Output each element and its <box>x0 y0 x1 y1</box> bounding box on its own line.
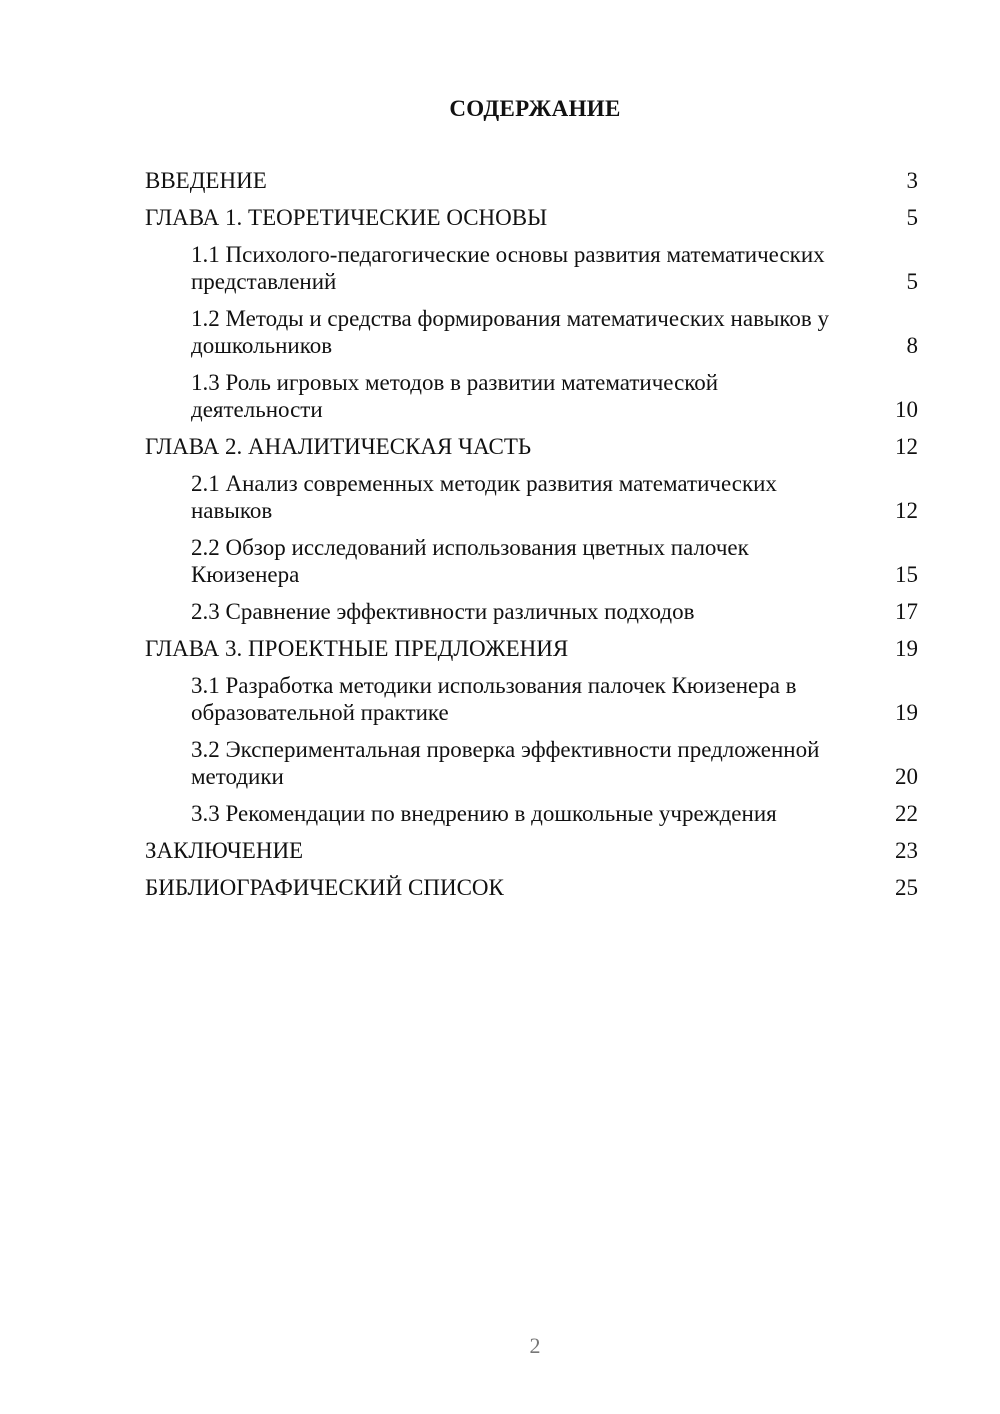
toc-heading: СОДЕРЖАНИЕ <box>449 96 621 121</box>
toc-entry-label: ВВЕДЕНИЕ <box>145 168 267 193</box>
toc-entry-label: 1.1 Психолого-педагогические основы развития математических представлений <box>191 242 825 294</box>
toc-entry-page: 5 <box>906 205 918 230</box>
toc-entry-section-2-1 <box>0 470 1000 524</box>
toc-entry-page: 15 <box>895 562 918 587</box>
toc-entry-section-3-1 <box>0 672 1000 726</box>
toc-entry-chapter-3 <box>0 635 1000 662</box>
toc-entry-page: 12 <box>895 498 918 523</box>
toc-entry-page: 20 <box>895 764 918 789</box>
toc-entry-section-1-2 <box>0 305 1000 359</box>
toc-entry-chapter-1 <box>0 204 1000 231</box>
toc-entry-page: 17 <box>895 599 918 624</box>
toc-entry-section-2-2 <box>0 534 1000 588</box>
toc-entry-conclusion <box>0 837 1000 864</box>
toc-entry-label: 2.1 Анализ современных методик развития математических навыков <box>191 471 777 523</box>
toc-entry-label: 3.1 Разработка методики использования палочек Кюизенера в образовательной практике <box>191 673 797 725</box>
toc-entry-page: 19 <box>895 700 918 725</box>
toc-entry-label: 2.3 Сравнение эффективности различных подходов <box>191 599 695 624</box>
toc-entry-page: 23 <box>895 838 918 863</box>
toc-entry-label: 3.2 Экспериментальная проверка эффективности предложенной методики <box>191 737 820 789</box>
toc-entry-label: 2.2 Обзор исследований использования цветных палочек Кюизенера <box>191 535 749 587</box>
toc-entry-section-2-3 <box>0 598 1000 625</box>
toc-entry-chapter-2 <box>0 433 1000 460</box>
toc-entry-introduction <box>0 167 1000 194</box>
toc-entry-label: ГЛАВА 1. ТЕОРЕТИЧЕСКИЕ ОСНОВЫ <box>145 205 548 230</box>
toc-entry-section-3-2 <box>0 736 1000 790</box>
toc-entry-page: 22 <box>895 801 918 826</box>
table-of-contents <box>0 167 1000 911</box>
toc-entry-label: 1.2 Методы и средства формирования математических навыков у дошкольников <box>191 306 830 358</box>
toc-entry-label: ГЛАВА 2. АНАЛИТИЧЕСКАЯ ЧАСТЬ <box>145 434 532 459</box>
toc-entry-section-1-1 <box>0 241 1000 295</box>
toc-entry-label: ГЛАВА 3. ПРОЕКТНЫЕ ПРЕДЛОЖЕНИЯ <box>145 636 569 661</box>
toc-entry-label: 3.3 Рекомендации по внедрению в дошкольные учреждения <box>191 801 777 826</box>
toc-entry-page: 19 <box>895 636 918 661</box>
page-number: 2 <box>529 1333 541 1358</box>
toc-entry-page: 25 <box>895 875 918 900</box>
toc-entry-label: 1.3 Роль игровых методов в развитии математической деятельности <box>191 370 719 422</box>
toc-entry-page: 5 <box>906 269 918 294</box>
toc-entry-section-1-3 <box>0 369 1000 423</box>
toc-entry-label: ЗАКЛЮЧЕНИЕ <box>145 838 304 863</box>
toc-entry-page: 3 <box>906 168 918 193</box>
toc-entry-label: БИБЛИОГРАФИЧЕСКИЙ СПИСОК <box>145 875 504 900</box>
toc-entry-page: 12 <box>895 434 918 459</box>
toc-entry-bibliography <box>0 874 1000 901</box>
toc-entry-section-3-3 <box>0 800 1000 827</box>
toc-entry-page: 8 <box>906 333 918 358</box>
toc-entry-page: 10 <box>895 397 918 422</box>
